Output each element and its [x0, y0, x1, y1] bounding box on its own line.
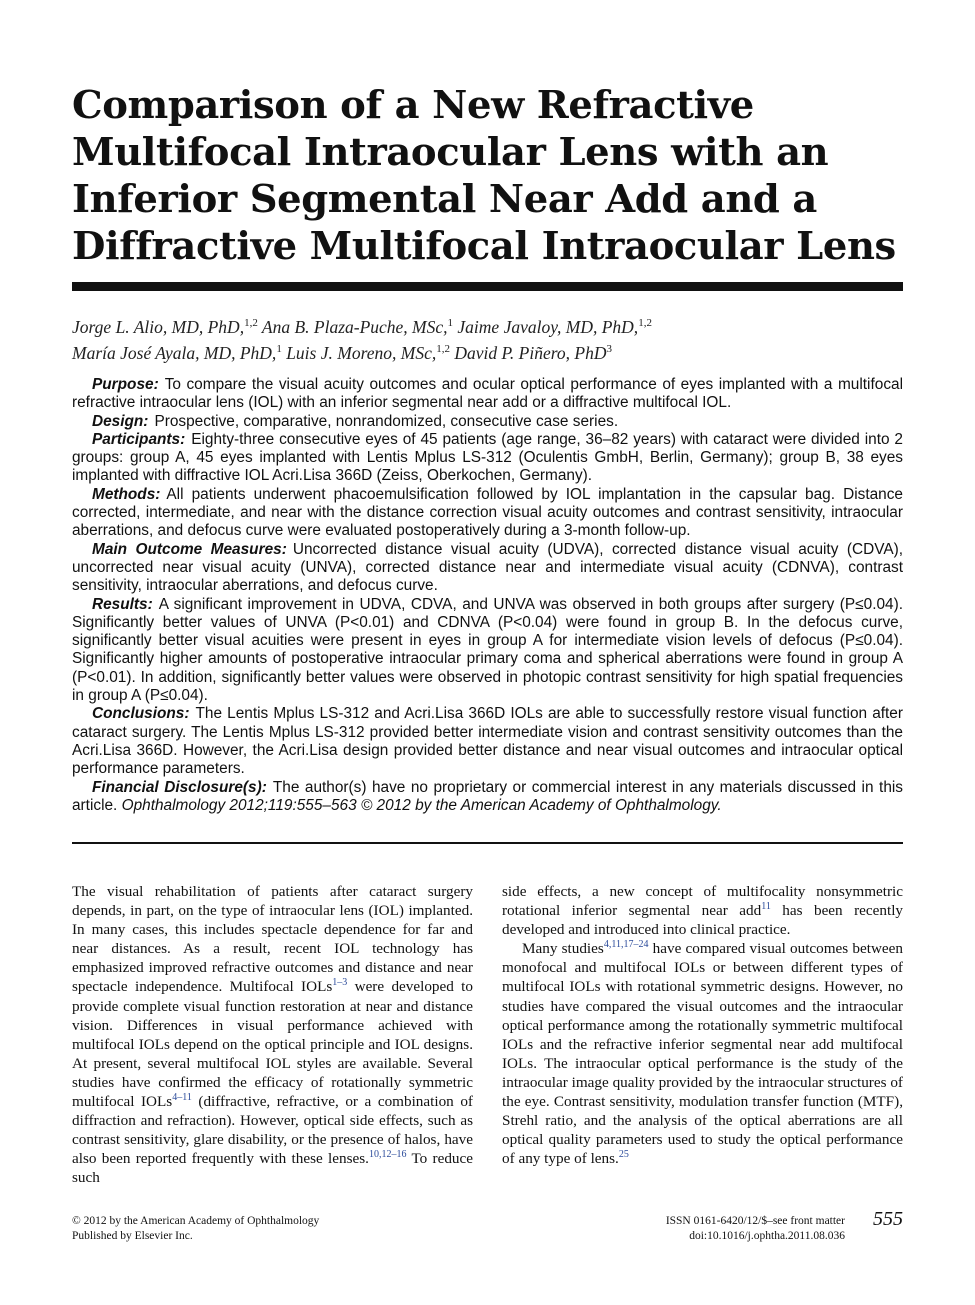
abstract-divider — [72, 842, 903, 844]
body-text: have compared visual outcomes between monofocal and multifocal IOLs or between different types of multifocal IOLs with rotational symmetric designs. However, no studies have compared the visual outcomes and the intraocular optical performance among the rotationally symmetric multifocal IOLs and the refractive inferior segmental near add multifocal IOLs. The intraocular optical performance is the study of the intraocular image quality provided by the intraocular structures of the eye. Contrast sensitivity, modulation transfer function (MTF), Strehl ratio, and the analysis of the optical aberrations are all optical quality parameters used to study the optical performance of any type of lens. — [502, 940, 903, 1168]
abstract-participants — [72, 431, 903, 486]
abstract-purpose — [72, 376, 903, 413]
abstract-label: Results: — [92, 595, 153, 613]
body-column-left — [72, 882, 473, 1188]
author-affiliation: 1,2 — [244, 317, 258, 329]
body-column-right — [502, 882, 903, 1168]
abstract-text: A significant improvement in UDVA, CDVA, and UNVA was observed in both groups after surgery (P≤0.04). Significantly better values of UNVA (P<0.01) and CDNVA (P<0.04) were found in group B. In the defocus curve, significantly better visual acuities were present in eyes in group A for intermediate vision levels of defocus (P≤0.04). Significantly higher amounts of postoperative intraocular primary coma and spherical aberrations were found in group A (P<0.01). In addition, significantly better values were observed in photopic contrast sensitivity for high spatial frequencies in group A (P≤0.04). — [72, 595, 903, 705]
abstract-text: All patients underwent phacoemulsification followed by IOL implantation in the capsular bag. Distance corrected, intermediate, and near with the distance correction visual acuity outcomes and contrast sensitivity, intraocular aberrations, and defocus curve were evaluated postoperatively during a 3-month follow-up. — [72, 485, 903, 540]
abstract-methods — [72, 486, 903, 541]
abstract-label: Purpose: — [92, 376, 159, 393]
copyright-line: © 2012 by the American Academy of Ophthalmology — [72, 1215, 320, 1227]
body-paragraph — [72, 882, 473, 1188]
abstract-text: Eighty-three consecutive eyes of 45 patients (age range, 36–82 years) with cataract were divided into 2 groups: group A, 45 eyes implanted with Lentis Mplus LS-312 (Oculentis GmbH, Berlin, Germany); group B, 38 eyes implanted with diffractive IOL Acri.Lisa 366D (Zeiss, Oberkochen, Germany). — [72, 430, 903, 485]
author-affiliation: 1 — [447, 317, 454, 329]
reference-link[interactable]: 1–3 — [332, 977, 348, 989]
abstract-label: Conclusions: — [92, 705, 190, 723]
publisher-line: Published by Elsevier Inc. — [72, 1230, 193, 1242]
author-affiliation: 3 — [606, 342, 612, 355]
doi-line[interactable]: doi:10.1016/j.ophtha.2011.08.036 — [689, 1230, 845, 1242]
abstract-text: The Lentis Mplus LS-312 and Acri.Lisa 366D IOLs are able to successfully restore visual function after cataract surgery. The Lentis Mplus LS-312 provided better intermediate vision and contrast sensitivity outcomes than the Acri.Lisa 366D. However, the Acri.Lisa design provided better distance and near visual outcomes and intraocular optical performance parameters. — [72, 705, 903, 778]
author-name: Luis J. Moreno, MSc, — [286, 342, 437, 363]
author-name: Jorge L. Alio, MD, PhD, — [72, 316, 245, 337]
abstract-disclosure — [72, 779, 903, 816]
issn-line: ISSN 0161-6420/12/$–see front matter — [665, 1215, 845, 1227]
author-affiliation: 1 — [276, 342, 282, 355]
body-text: Many studies — [522, 940, 604, 958]
abstract-label: Methods: — [92, 485, 161, 503]
page-number: 555 — [873, 1208, 903, 1230]
author-list — [72, 312, 912, 364]
reference-link[interactable]: 4,11,17–24 — [603, 939, 649, 951]
reference-link[interactable]: 10,12–16 — [368, 1149, 407, 1161]
title-divider — [72, 282, 903, 291]
body-text: To reduce such — [72, 1150, 473, 1187]
body-paragraph — [502, 939, 903, 1168]
abstract-label: Participants: — [92, 430, 186, 448]
author-affiliation: 1,2 — [638, 317, 652, 329]
body-text: side effects, a new concept of multifocality nonsymmetric rotational inferior segmental near add — [502, 883, 903, 920]
abstract-text: The author(s) have no proprietary or commercial interest in any materials discussed in this article. — [72, 778, 903, 814]
footer-left — [72, 1214, 432, 1244]
article-title: Comparison of a New Refractive Multifocal Intraocular Lens with an Inferior Segmental Near Add and a Diffractive Multifocal Intraocular Lens — [72, 83, 896, 269]
reference-link[interactable]: 4–11 — [172, 1091, 192, 1103]
abstract-label: Design: — [92, 412, 149, 430]
reference-link[interactable]: 25 — [618, 1149, 629, 1161]
abstract-outcomes — [72, 541, 903, 596]
abstract-text: To compare the visual acuity outcomes and ocular optical performance of eyes implanted with a multifocal refractive intraocular lens (IOL) with an inferior segmental near add or a diffractive multifocal IOL. — [72, 376, 903, 412]
author-name: María José Ayala, MD, PhD, — [72, 342, 277, 363]
abstract-label: Main Outcome Measures: — [92, 540, 287, 558]
abstract-label: Financial Disclosure(s): — [92, 778, 267, 796]
abstract-text: Prospective, comparative, nonrandomized, consecutive case series. — [154, 412, 619, 430]
body-text: The visual rehabilitation of patients after cataract surgery depends, in part, on the type of intraocular lens (IOL) implanted. In many cases, this includes spectacle dependence for far and near distances. As a result, recent IOL technology has emphasized improved refractive outcomes and distance and near spectacle independence. Multifocal IOLs — [72, 883, 473, 996]
author-name: Jaime Javaloy, MD, PhD, — [457, 316, 639, 337]
body-text: (diffractive, refractive, or a combination of diffraction and refraction). However, optical side effects, such as contrast sensitivity, glare disability, or the presence of halos, have also been reported frequently with these lenses. — [72, 1093, 473, 1168]
body-text: has been recently developed and introduced into clinical practice. — [502, 902, 904, 939]
journal-citation: Ophthalmology 2012;119:555–563 © 2012 by the American Academy of Ophthalmology. — [121, 796, 722, 814]
author-affiliation: 1,2 — [436, 342, 450, 355]
abstract-text: Uncorrected distance visual acuity (UDVA), corrected distance visual acuity (CDVA), uncorrected near visual acuity (UNVA), corrected distance near and intermediate visual acuity (CDNVA), contrast sensitivity, intraocular aberrations, and defocus curve. — [72, 540, 904, 595]
body-paragraph — [502, 882, 903, 939]
author-name: Ana B. Plaza-Puche, MSc, — [261, 316, 448, 337]
reference-link[interactable]: 11 — [761, 901, 771, 913]
abstract-results — [72, 596, 903, 706]
abstract — [72, 376, 903, 815]
abstract-conclusions — [72, 705, 903, 778]
abstract-design — [72, 413, 903, 431]
author-name: David P. Piñero, PhD — [454, 342, 607, 363]
footer-right — [560, 1214, 845, 1244]
body-text: were developed to provide complete visual function restoration at near and distance vision. Differences in visual performance achieved with multifocal IOLs depend on the optical principle and IOL designs. At present, several multifocal IOL styles are available. Several studies have confirmed the efficacy of rotationally symmetric multifocal IOLs — [72, 978, 473, 1111]
